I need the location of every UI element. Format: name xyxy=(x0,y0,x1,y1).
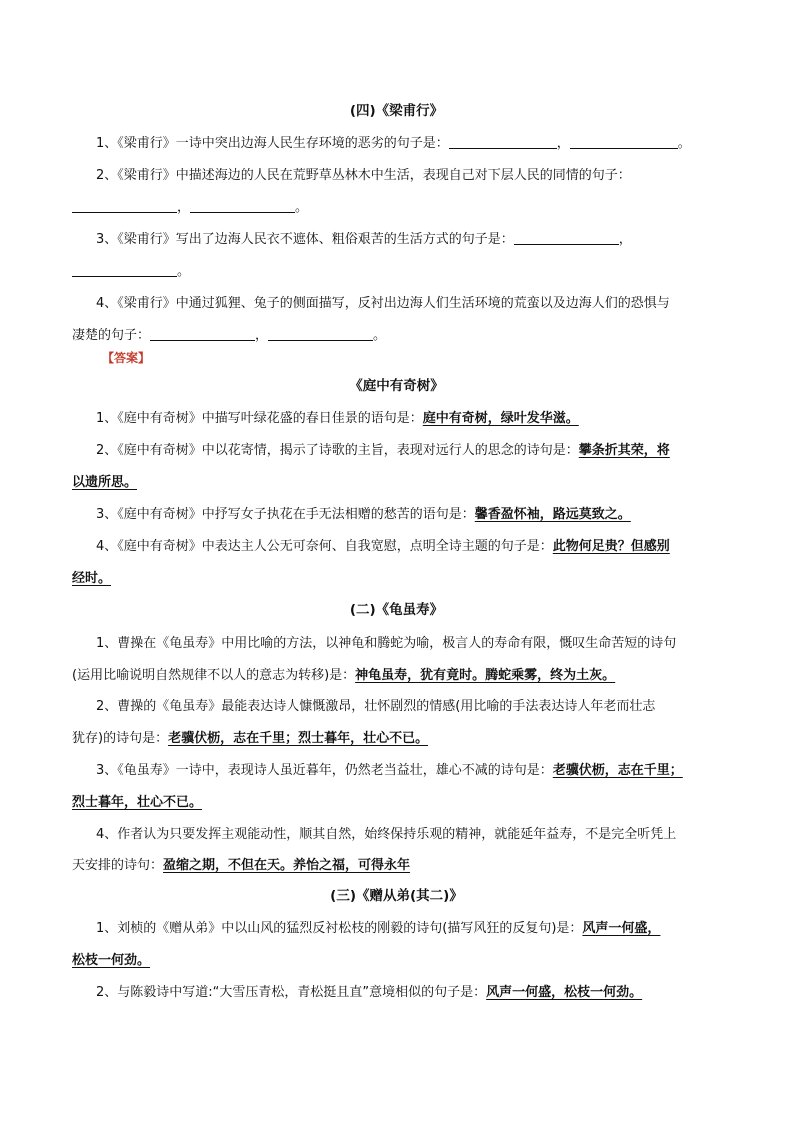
answer-blank[interactable] xyxy=(449,134,557,149)
question-line: 3、《龟虽寿》一诗中，表现诗人虽近暮年，仍然老当益壮，雄心不减的诗句是：老骥伏枥，志在千里； xyxy=(96,763,683,778)
question-line: (运用比喻说明自然规律不以人的意志为转移)是：神龟虽寿，犹有竟时。腾蛇乘雾，终为土灰。 xyxy=(72,668,616,683)
answer-text: 烈士暮年，壮心不已。 xyxy=(72,795,203,810)
answer-blank[interactable] xyxy=(72,262,177,277)
question-line: 。 xyxy=(72,262,722,282)
answer-text: 盈缩之期，不但在天。养怡之福，可得永年 xyxy=(163,858,411,873)
answer-blank[interactable] xyxy=(514,230,619,245)
question-text: 1、《梁甫行》一诗中突出边海人民生存环境的恶劣的句子是： xyxy=(96,136,449,151)
answer-blank[interactable] xyxy=(570,134,678,149)
answer-blank[interactable] xyxy=(190,198,295,213)
answer-text: 神龟虽寿，犹有竟时。腾蛇乘雾，终为土灰。 xyxy=(355,668,616,683)
question-line: 凄楚的句子： ， 。 xyxy=(72,328,387,343)
question-line: 3、《梁甫行》写出了边海人民衣不遮体、粗俗艰苦的生活方式的句子是： ， xyxy=(96,232,632,247)
question-line: 4、作者认为只要发挥主观能动性，顺其自然，始终保持乐观的精神，就能延年益寿，不是完全听凭上 xyxy=(96,827,677,842)
question-line xyxy=(72,951,722,971)
answer-blank[interactable] xyxy=(268,326,373,341)
answer-blank[interactable] xyxy=(72,198,177,213)
question-line: 2、《庭中有奇树》中以花寄情，揭示了诗歌的主旨，表现对远行人的思念的诗句是：攀条折其荣，将 xyxy=(96,443,670,458)
section-title-liangfuxing: (四)《梁甫行》 xyxy=(349,103,444,119)
question-line: 犹存)的诗句是：老骥伏枥，志在千里；烈士暮年，壮心不已。 xyxy=(72,731,429,746)
answer-text: 以遗所思。 xyxy=(72,475,138,490)
answer-label: 【答案】 xyxy=(102,351,151,365)
question-line xyxy=(96,294,722,314)
question-text: 2、《梁甫行》中描述海边的人民在荒野草丛林木中生活，表现自己对下层人民的同情的句子： xyxy=(96,168,631,183)
question-line: 1、《庭中有奇树》中描写叶绿花盛的春日佳景的语句是：庭中有奇树，绿叶发华滋。 xyxy=(96,411,579,426)
section-title-guisuishou: (二)《龟虽寿》 xyxy=(349,602,444,618)
question-line: 4、《庭中有奇树》中表达主人公无可奈何、自我宽慰，点明全诗主题的句子是：此物何足贵？但感别 xyxy=(96,539,670,554)
answer-text: 攀条折其荣，将 xyxy=(578,443,670,458)
question-line xyxy=(72,473,722,493)
question-line: ， 。 xyxy=(72,198,722,218)
answer-blank[interactable] xyxy=(150,326,255,341)
section-title-zengcongdi: (三)《赠从弟(其二)》 xyxy=(330,888,463,904)
question-line: 天安排的诗句：盈缩之期，不但在天。养怡之福，可得永年 xyxy=(72,858,411,873)
question-line: 1、刘桢的《赠从弟》中以山风的猛烈反衬松枝的刚毅的诗句(描写风狂的反复句)是：风声一何盛， xyxy=(96,921,661,936)
answer-text: 此物何足贵？但感别 xyxy=(552,539,670,554)
question-line: 3、《庭中有奇树》中抒写女子执花在手无法相赠的愁苦的语句是：馨香盈怀袖，路远莫致之。 xyxy=(96,507,631,522)
answer-text: 风声一何盛，松枝一何劲。 xyxy=(486,985,643,1000)
question-line: 2、曹操的《龟虽寿》最能表达诗人慷慨激昂，壮怀剧烈的情感(用比喻的手法表达诗人年老而壮志 xyxy=(96,699,656,714)
question-line xyxy=(72,793,722,813)
question-line: 1、《梁甫行》一诗中突出边海人民生存环境的恶劣的句子是： ， 。 xyxy=(96,136,691,151)
question-line: 2、与陈毅诗中写道:“大雪压青松，青松挺且直”意境相似的句子是：风声一何盛，松枝一何劲。 xyxy=(96,985,643,1000)
section-title-tingzhongyouqishu: 《庭中有奇树》 xyxy=(349,378,444,394)
answer-text: 庭中有奇树，绿叶发华滋。 xyxy=(422,411,579,426)
question-line xyxy=(72,569,722,589)
question-text: 3、《梁甫行》写出了边海人民衣不遮体、粗俗艰苦的生活方式的句子是： xyxy=(96,232,514,247)
question-line: 1、曹操在《龟虽寿》中用比喻的方法，以神龟和腾蛇为喻，极言人的寿命有限，慨叹生命苦短的诗句 xyxy=(96,636,677,651)
answer-text: 老骥伏枥，志在千里； xyxy=(552,763,683,778)
answer-text: 经时。 xyxy=(72,571,112,586)
answer-text: 风声一何盛， xyxy=(582,921,661,936)
question-text: 4、《梁甫行》中通过狐狸、兔子的侧面描写，反衬出边海人们生活环境的荒蛮以及边海人们的恐惧与 xyxy=(96,296,670,311)
answer-text: 老骥伏枥，志在千里；烈士暮年，壮心不已。 xyxy=(168,731,429,746)
question-line xyxy=(96,166,722,186)
answer-text: 馨香盈怀袖，路远莫致之。 xyxy=(474,507,631,522)
answer-text: 松枝一何劲。 xyxy=(72,953,151,968)
